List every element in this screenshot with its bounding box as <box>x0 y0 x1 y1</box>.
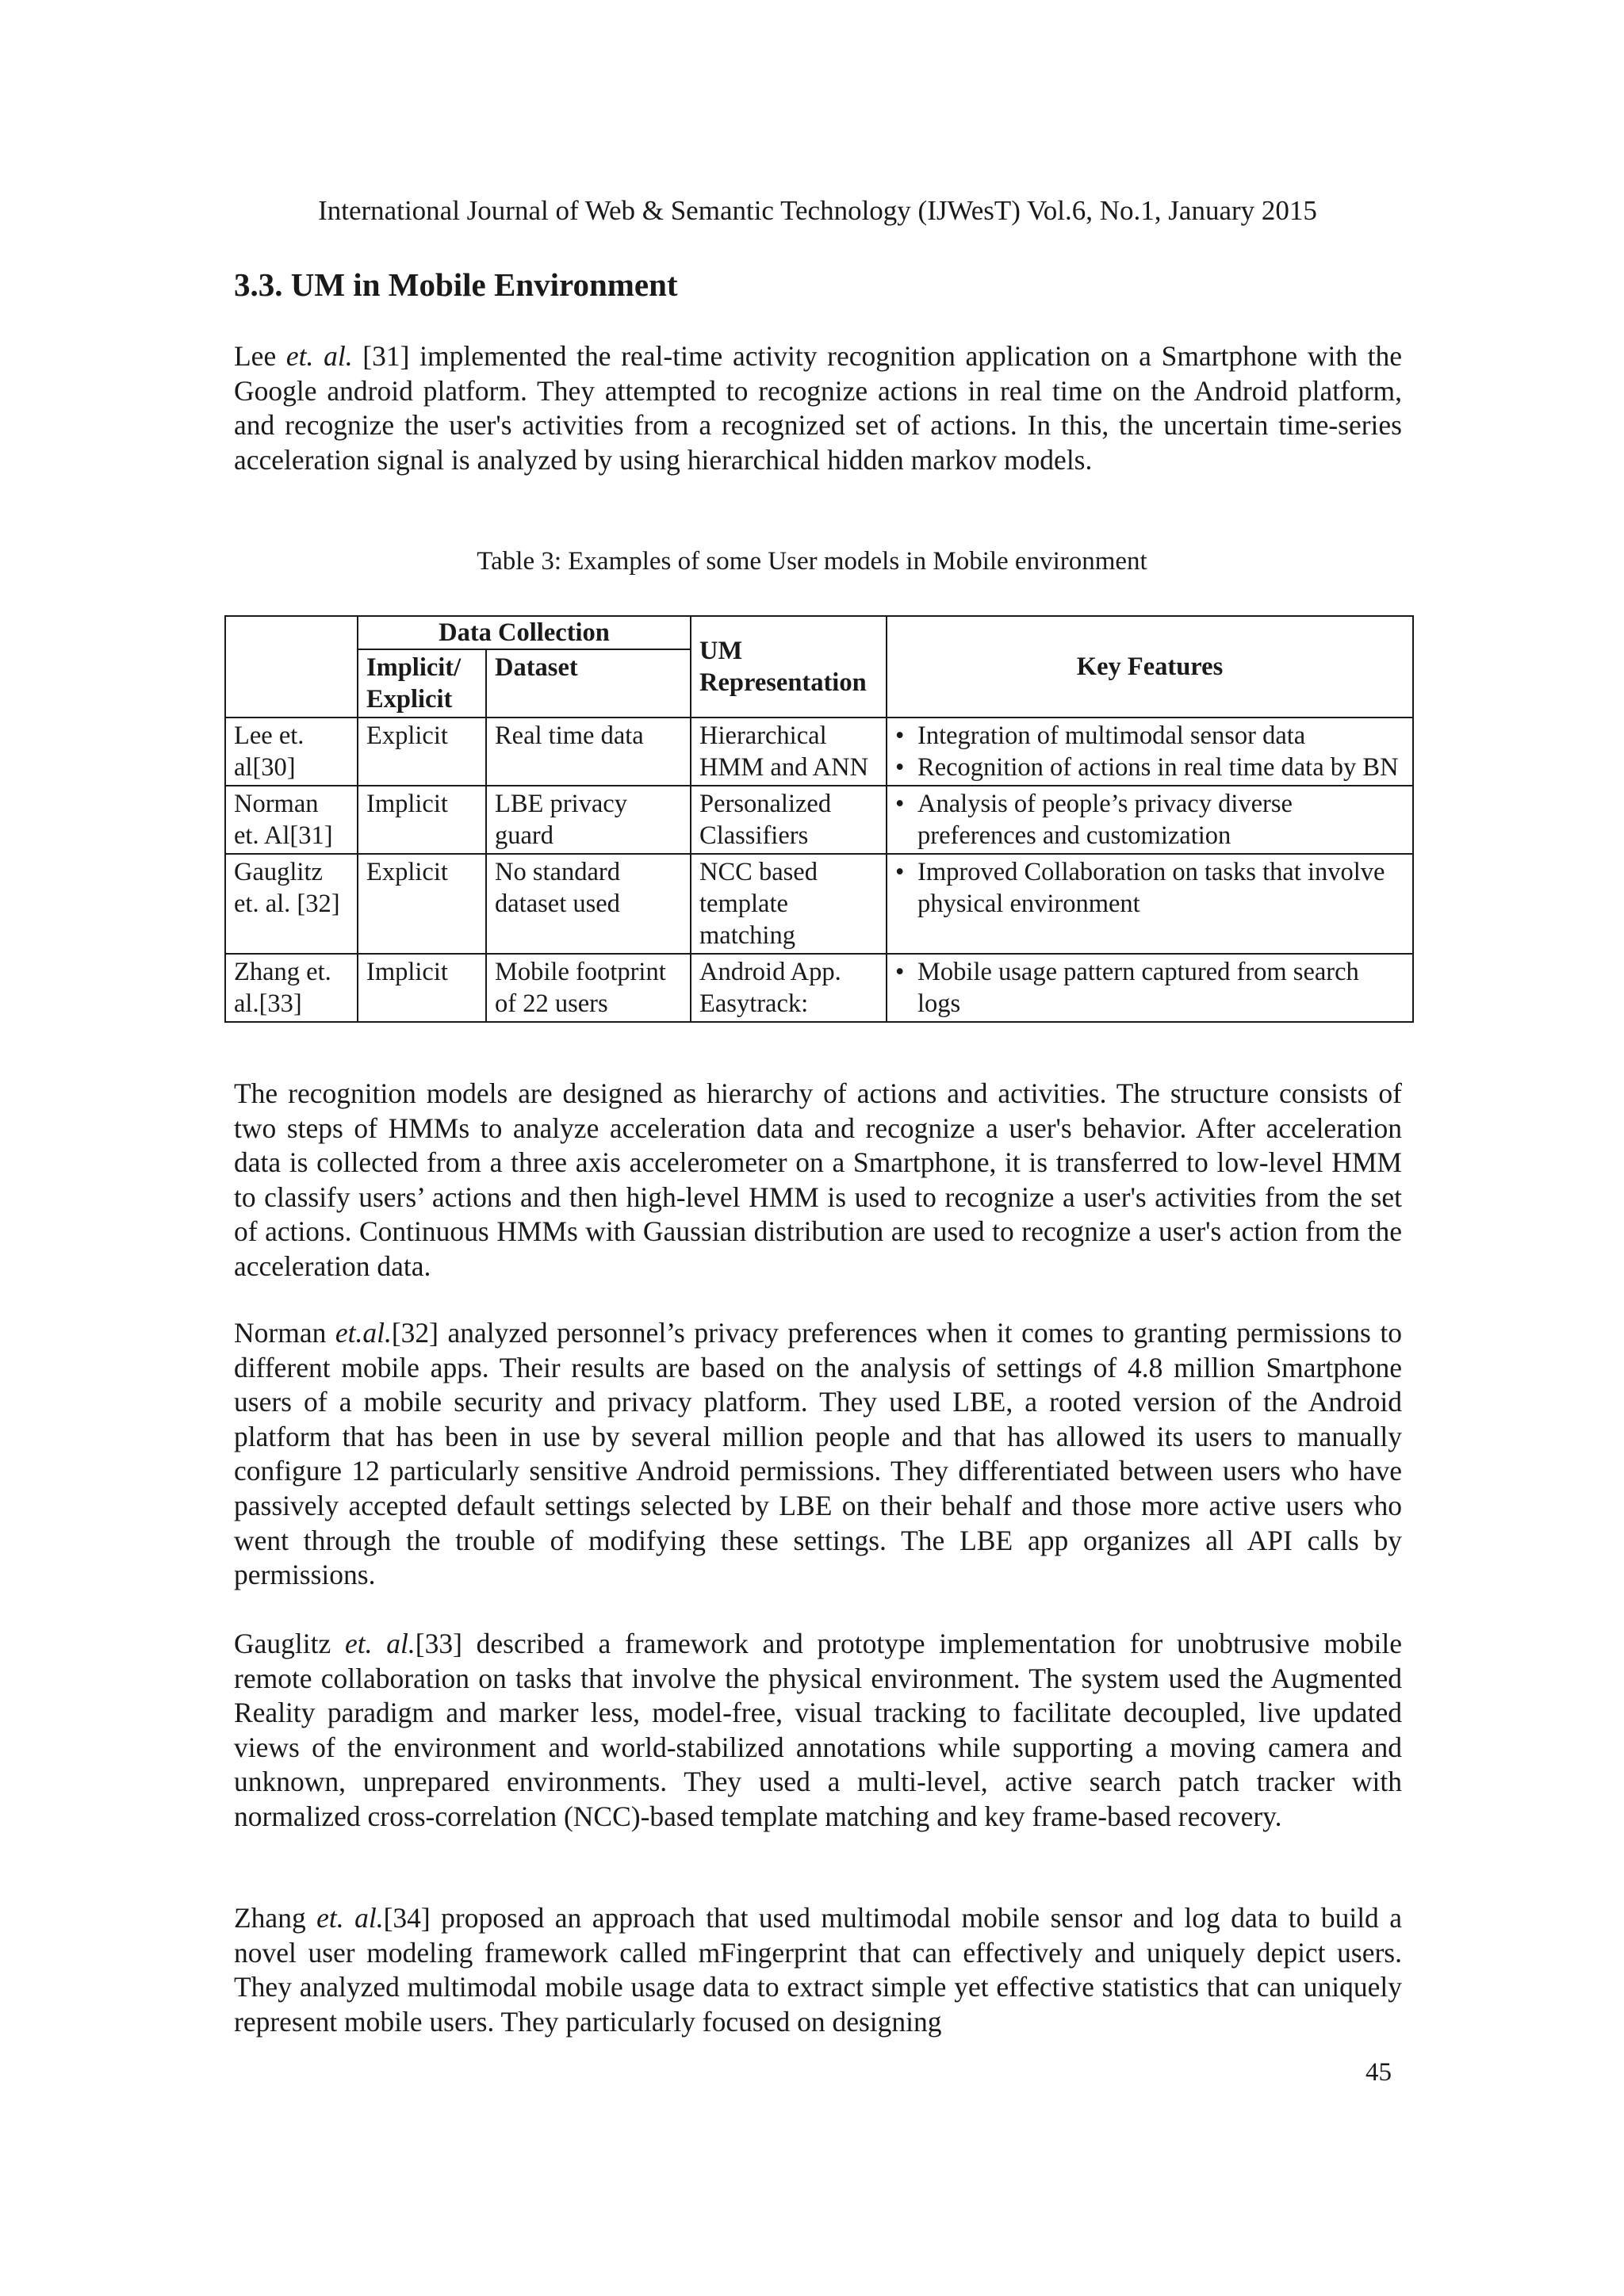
header-data-collection: Data Collection <box>358 616 691 649</box>
cell-model: Gauglitz et. al. [32] <box>225 854 358 954</box>
intro-text: [31] implemented the real-time activity recognition application on a Smartphone with the Google android platform. They attempted to recognize actions in real time on the Android platform, and recognize the user's activities from a recognized set of actions. In this, the uncertain time-series acceleration signal is analyzed by using hierarchical hidden markov models. <box>234 340 1403 476</box>
table-caption: Table 3: Examples of some User models in Mobile environment <box>477 547 1147 576</box>
cell-model: Zhang et. al.[33] <box>225 954 358 1022</box>
cell-representation: NCC based template matching <box>691 854 887 954</box>
gauglitz-author: Gauglitz <box>234 1628 346 1659</box>
running-header: International Journal of Web & Semantic Technology (IJWesT) Vol.6, No.1, January 2015 <box>318 195 1317 226</box>
cell-dataset: Real time data <box>486 718 691 786</box>
user-models-table <box>224 615 1414 1023</box>
header-um-representation: UM Representation <box>691 616 887 718</box>
cell-model: Norman et. Al[31] <box>225 786 358 854</box>
intro-author: Lee <box>234 340 286 372</box>
feature-item: • Mobile usage pattern captured from search logs <box>895 956 1404 1020</box>
table-row <box>225 786 1413 854</box>
table-row <box>225 954 1413 1022</box>
cell-dataset: Mobile footprint of 22 users <box>486 954 691 1022</box>
header-dataset: Dataset <box>486 649 691 718</box>
cell-representation: Android App. Easytrack: <box>691 954 887 1022</box>
table-row <box>225 854 1413 954</box>
cell-representation: Personalized Classifiers <box>691 786 887 854</box>
header-key-features: Key Features <box>887 616 1413 718</box>
gauglitz-text: [33] described a framework and prototype implementation for unobtrusive mobile remote collaboration on tasks that involve the physical environment. The system used the Augmented Reality paradigm and marker less, model-free, visual tracking to facilitate decoupled, live updated views of the environment and world-stabilized annotations while supporting a moving camera and unknown, unprepared environments. They used a multi-level, active search patch tracker with normalized cross-correlation (NCC)-based template matching and key frame-based recovery. <box>234 1628 1402 1832</box>
cell-features <box>887 786 1413 854</box>
cell-dataset: LBE privacy guard <box>486 786 691 854</box>
feature-item: • Analysis of people’s privacy diverse preferences and customization <box>895 788 1404 851</box>
cell-features <box>887 854 1413 954</box>
feature-item: • Integration of multimodal sensor data <box>895 720 1404 752</box>
norman-author: Norman <box>234 1317 335 1349</box>
table-header-row <box>225 616 1413 649</box>
cell-features <box>887 718 1413 786</box>
cell-collection: Explicit <box>358 718 486 786</box>
cell-collection: Implicit <box>358 954 486 1022</box>
zhang-author: Zhang <box>234 1902 317 1934</box>
table-row <box>225 718 1413 786</box>
zhang-paragraph <box>234 1901 1402 2039</box>
feature-item: • Recognition of actions in real time data by BN <box>895 752 1404 783</box>
zhang-etal: et. al. <box>316 1902 384 1934</box>
header-empty-cell <box>225 616 358 718</box>
cell-features <box>887 954 1413 1022</box>
feature-item: • Improved Collaboration on tasks that involve physical environment <box>895 856 1404 920</box>
recognition-paragraph: The recognition models are designed as hierarchy of actions and activities. The structure consists of two steps of HMMs to analyze acceleration data and recognize a user's behavior. After acceleration data is collected from a three axis accelerometer on a Smartphone, it is transferred to low-level HMM to classify users’ actions and then high-level HMM is used to recognize a user's activities from the set of actions. Continuous HMMs with Gaussian distribution are used to recognize a user's action from the acceleration data. <box>234 1077 1402 1282</box>
header-implicit-explicit: Implicit/ Explicit <box>358 649 486 718</box>
cell-collection: Explicit <box>358 854 486 954</box>
cell-dataset: No standard dataset used <box>486 854 691 954</box>
section-heading: 3.3. UM in Mobile Environment <box>234 266 678 303</box>
zhang-text: [34] proposed an approach that used multimodal mobile sensor and log data to build a novel user modeling framework called mFingerprint that can effectively and uniquely depict users. They analyzed multimodal mobile usage data to extract simple yet effective statistics that can uniquely represent mobile users. They particularly focused on designing <box>234 1902 1403 2038</box>
cell-representation: Hierarchical HMM and ANN <box>691 718 887 786</box>
gauglitz-paragraph <box>234 1627 1402 1835</box>
gauglitz-etal: et. al. <box>345 1628 416 1659</box>
norman-etal: et.al. <box>335 1317 392 1349</box>
intro-etal: et. al. <box>285 340 353 372</box>
norman-paragraph <box>234 1316 1402 1593</box>
page-number: 45 <box>1365 2058 1392 2087</box>
cell-model: Lee et. al[30] <box>225 718 358 786</box>
intro-paragraph <box>234 339 1402 477</box>
norman-text: [32] analyzed personnel’s privacy preferences when it comes to granting permissions to different mobile apps. Their results are based on the analysis of settings of 4.8 million Smartphone users of a mobile security and privacy platform. They used LBE, a rooted version of the Android platform that has been in use by several million people and that has allowed its users to manually configure 12 particularly sensitive Android permissions. They differentiated between users who have passively accepted default settings selected by LBE on their behalf and those more active users who went through the trouble of modifying these settings. The LBE app organizes all API calls by permissions. <box>234 1317 1402 1591</box>
cell-collection: Implicit <box>358 786 486 854</box>
